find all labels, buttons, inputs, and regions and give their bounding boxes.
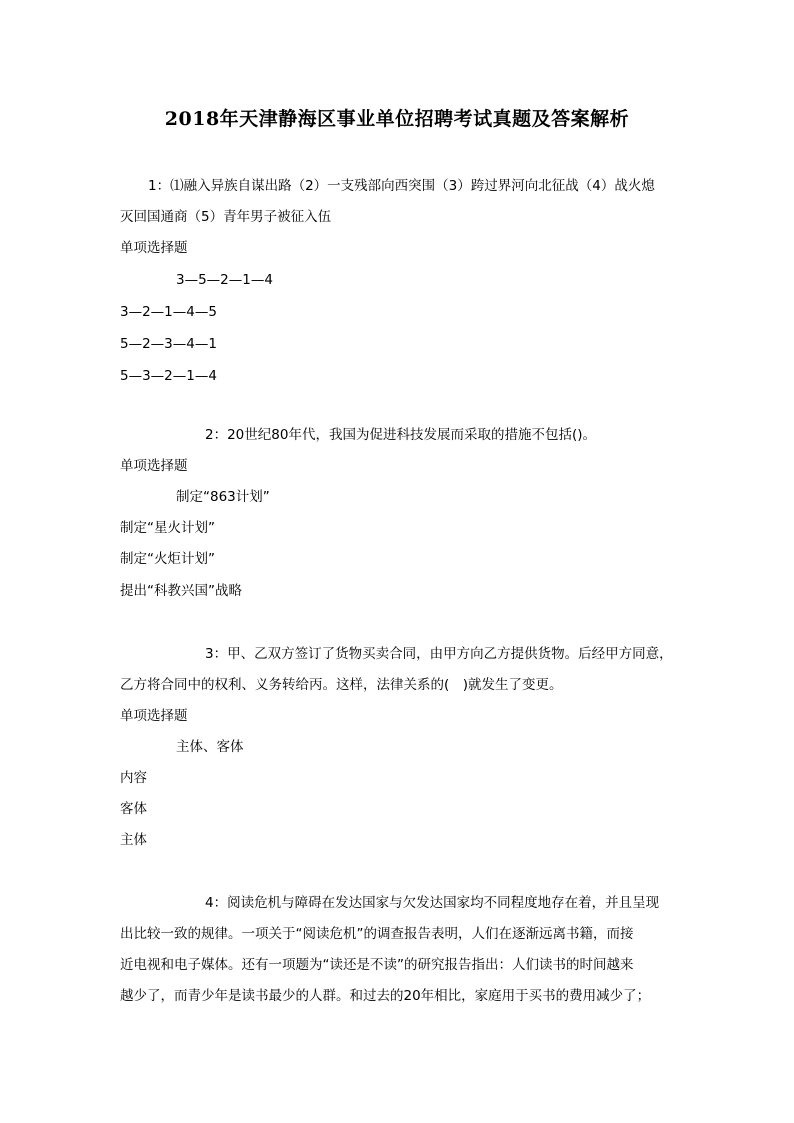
question-4-line-1: 4：阅读危机与障碍在发达国家与欠发达国家均不同程度地存在着，并且呈现 (205, 895, 660, 911)
question-3-option-d: 主体 (120, 832, 147, 848)
question-2-option-a: 制定“863计划” (176, 489, 270, 505)
question-3-line-1: 3：甲、乙双方签订了货物买卖合同，由甲方向乙方提供货物。后经甲方同意， (205, 646, 673, 662)
question-4-line-2: 出比较一致的规律。一项关于“阅读危机”的调查报告表明，人们在逐渐远离书籍，而接 (120, 926, 634, 942)
question-1-line-2: 灭回国通商（5）青年男子被征入伍 (120, 209, 332, 225)
document-title: 2018年天津静海区事业单位招聘考试真题及答案解析 (164, 108, 630, 130)
question-2-line-1: 2：20世纪80年代，我国为促进科技发展而采取的措施不包括()。 (205, 427, 596, 443)
question-1-option-c: 5—2—3—4—1 (120, 336, 217, 352)
question-3-option-a: 主体、客体 (176, 739, 244, 755)
question-3-line-2: 乙方将合同中的权利、义务转给丙。这样，法律关系的( )就发生了变更。 (120, 677, 563, 693)
question-2-option-c: 制定“火炬计划” (120, 551, 215, 567)
question-1-option-b: 3—2—1—4—5 (120, 304, 217, 320)
question-4-line-4: 越少了，而青少年是读书最少的人群。和过去的20年相比，家庭用于买书的费用减少了； (120, 988, 651, 1004)
question-1-line-1: 1：⑴融入异族自谋出路（2）一支残部向西突围（3）跨过界河向北征战（4）战火熄 (148, 178, 655, 194)
question-1-option-d: 5—3—2—1—4 (120, 368, 217, 384)
question-2-type: 单项选择题 (120, 458, 188, 474)
question-3-option-c: 客体 (120, 801, 147, 817)
question-1-option-a: 3—5—2—1—4 (176, 272, 273, 288)
question-3-option-b: 内容 (120, 770, 147, 786)
question-1-type: 单项选择题 (120, 240, 188, 256)
question-2-option-b: 制定“星火计划” (120, 520, 215, 536)
question-4-line-3: 近电视和电子媒体。还有一项题为“读还是不读”的研究报告指出：人们读书的时间越来 (120, 957, 634, 973)
question-3-type: 单项选择题 (120, 708, 188, 724)
question-2-option-d: 提出“科教兴国”战略 (120, 583, 242, 599)
